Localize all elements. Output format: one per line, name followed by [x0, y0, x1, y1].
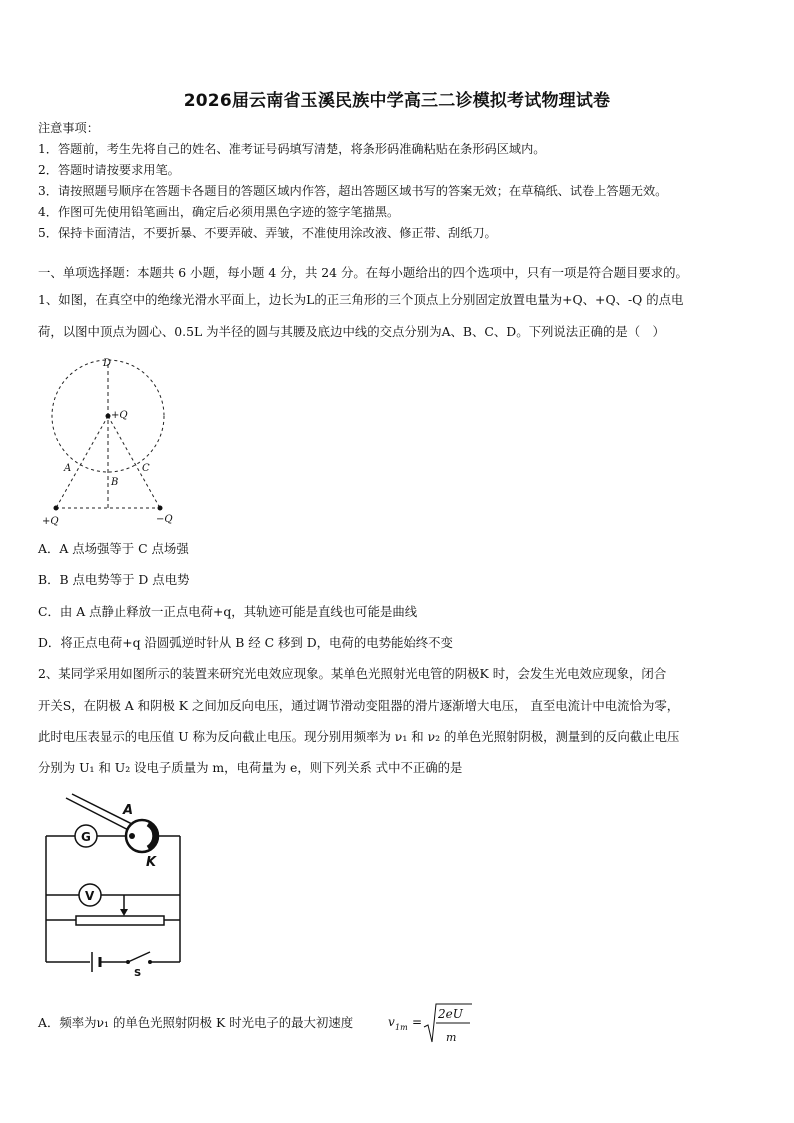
label-a: A [64, 463, 72, 474]
label-right-charge: −Q [156, 514, 173, 525]
q1-stem-line2: 荷，以图中顶点为圆心、0.5L 为半径的圆与其腰及底边中线的交点分别为A、B、C、D。下列说法正确的是（ ） [38, 324, 665, 339]
label-left-charge: +Q [42, 516, 59, 527]
exam-title: 2026届云南省玉溪民族中学高三二诊模拟考试物理试卷 [183, 91, 611, 111]
notice-item-5: 5．保持卡面清洁，不要折暴、不要弄破、弄皱，不准使用涂改液、修正带、刮纸刀。 [38, 226, 497, 240]
q2-stem-line4: 分别为 U₁ 和 U₂ 设电子质量为 m，电荷量为 e，则下列关系 式中不正确的是 [38, 760, 463, 775]
notice-item-3: 3．请按照题号顺序在答题卡各题目的答题区域内作答，超出答题区域书写的答案无效；在草稿纸、试卷上答题无效。 [38, 184, 668, 198]
formula-sub: 1m [395, 1023, 408, 1032]
q1-option-d: D．将正点电荷+q 沿圆弧逆时针从 B 经 C 移到 D，电荷的电势能始终不变 [38, 635, 453, 650]
notice-item-1: 1．答题前，考生先将自己的姓名、准考证号码填写清楚，将条形码准确粘贴在条形码区域内。 [38, 142, 546, 156]
formula-den: m [446, 1031, 457, 1044]
q1-option-c: C．由 A 点静止释放一正点电荷+q，其轨迹可能是直线也可能是曲线 [38, 604, 418, 619]
label-anode: A [123, 803, 134, 818]
notice-item-4: 4．作图可先使用铅笔画出，确定后必须用黑色字迹的签字笔描黑。 [38, 205, 400, 219]
label-d: D [103, 358, 112, 369]
q2-stem-line3: 此时电压表显示的电压值 U 称为反向截止电压。现分别用频率为 ν₁ 和 ν₂ 的单色光照射阴极，测量到的反向截止电压 [38, 729, 680, 744]
voltmeter-label: V [85, 889, 95, 903]
label-b: B [111, 477, 119, 488]
formula-eq: = [412, 1015, 423, 1029]
q2-stem-line2: 开关S，在阴极 A 和阴极 K 之间加反向电压，通过调节滑动变阻器的滑片逐渐增大电压， 直至电流计中电流恰为零， [38, 698, 680, 713]
label-cathode: K [146, 855, 157, 870]
q1-option-a: A．A 点场强等于 C 点场强 [38, 541, 189, 556]
notice-heading: 注意事项： [38, 121, 99, 135]
label-top-charge: +Q [111, 410, 128, 421]
q1-stem-line1: 1、如图，在真空中的绝缘光滑水平面上，边长为L的正三角形的三个顶点上分别固定放置电量为+Q、+Q、-Q 的点电 [38, 292, 684, 307]
section-heading: 一、单项选择题：本题共 6 小题，每小题 4 分，共 24 分。在每小题给出的四个选项中，只有一项是符合题目要求的。 [38, 265, 688, 280]
q1-option-b: B．B 点电势等于 D 点电势 [38, 572, 190, 587]
notice-item-2: 2．答题时请按要求用笔。 [38, 163, 180, 177]
q2-circuit-figure [36, 792, 186, 976]
formula-lhs: v [388, 1015, 395, 1029]
q1-figure [36, 356, 186, 532]
formula-num: 2eU [438, 1007, 463, 1021]
velocity-formula [386, 1000, 476, 1046]
galvanometer-label: G [81, 830, 91, 844]
q2-option-a: A．频率为ν₁ 的单色光照射阴极 K 时光电子的最大初速度 [38, 1015, 354, 1030]
q2-stem-line1: 2、某同学采用如图所示的装置来研究光电效应现象。某单色光照射光电管的阴极K 时，会发生光电效应现象，闭合 [38, 666, 667, 681]
label-c: C [142, 463, 150, 474]
switch-label: S [134, 968, 142, 976]
